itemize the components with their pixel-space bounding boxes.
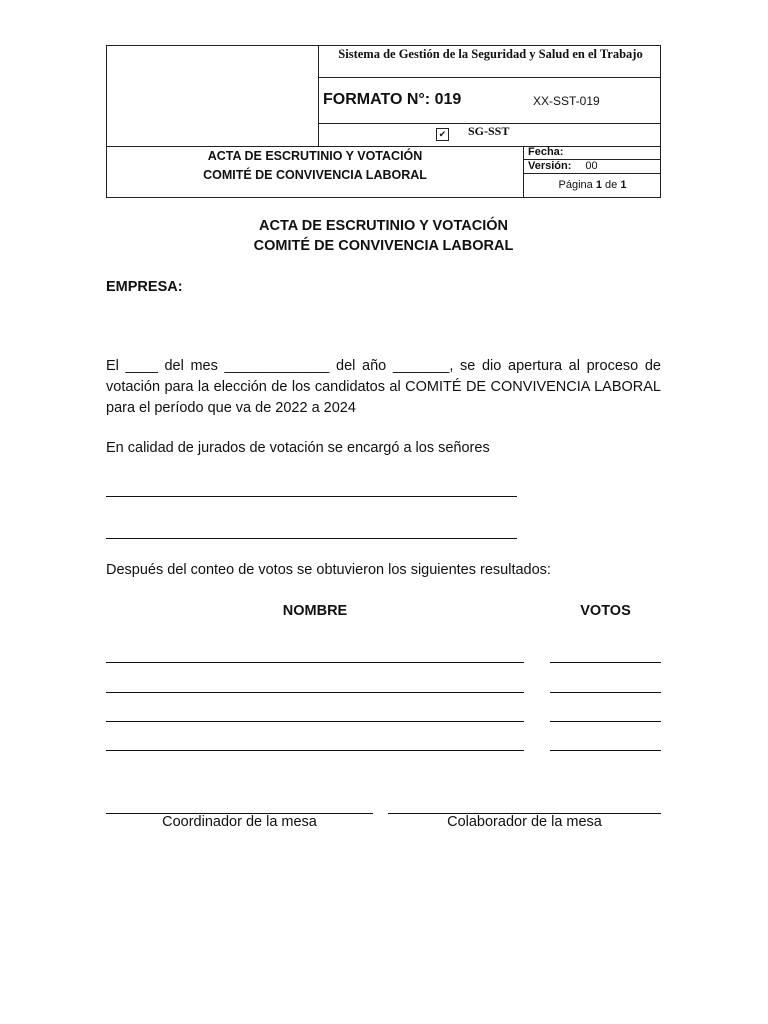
system-title: Sistema de Gestión de la Seguridad y Salud en el Trabajo [338,47,643,61]
header-title-line2: COMITÉ DE CONVIVENCIA LABORAL [203,168,427,182]
votos-line [550,662,661,663]
version-label: Versión: [528,160,572,172]
jurados-text: En calidad de jurados de votación se encargó a los señores [106,440,490,456]
fecha-label: Fecha: [528,146,564,158]
nombre-line [106,721,524,722]
formato-code: XX-SST-019 [533,94,600,108]
column-header-votos: VOTOS [580,603,631,619]
column-header-nombre: NOMBRE [282,603,348,619]
nombre-line [106,662,524,663]
colaborador-label: Colaborador de la mesa [447,814,602,830]
header-divider [523,173,660,174]
title-line2: COMITÉ DE CONVIVENCIA LABORAL [253,238,514,254]
page-indicator [523,179,662,191]
results-intro: Después del conteo de votos se obtuvieron los siguientes resultados: [106,562,551,578]
checkbox-check-icon: ✔ [436,128,449,141]
votos-line [550,721,661,722]
version-field [528,160,598,172]
coordinador-label: Coordinador de la mesa [162,814,317,830]
jurado-line [106,496,517,497]
formato-number: FORMATO N°: 019 [323,91,462,108]
page-total: 1 [620,179,627,191]
page-separator: de [601,179,621,191]
sg-sst-label: SG-SST [468,124,510,138]
version-value: 00 [585,160,598,172]
votos-line [550,692,661,693]
title-line1: ACTA DE ESCRUTINIO Y VOTACIÓN [259,218,508,234]
header-title-line1: ACTA DE ESCRUTINIO Y VOTACIÓN [207,149,423,163]
document-header [106,45,661,198]
opening-paragraph: El ____ del mes _____________ del año _______, se dio apertura al proceso de votación para la elección de los candidatos al COMITÉ DE CONVIVENCIA LABORAL para el período que va de 2022 a 2024 [106,358,661,416]
page-current: 1 [595,179,602,191]
page-prefix: Página [558,179,596,191]
sg-sst-row [319,124,662,146]
votos-line [550,750,661,751]
nombre-line [106,750,524,751]
header-document-title [107,147,523,185]
empresa-label: EMPRESA: [106,279,183,295]
header-divider [318,77,660,78]
nombre-line [106,692,524,693]
jurado-line [106,538,517,539]
document-title [106,216,661,256]
